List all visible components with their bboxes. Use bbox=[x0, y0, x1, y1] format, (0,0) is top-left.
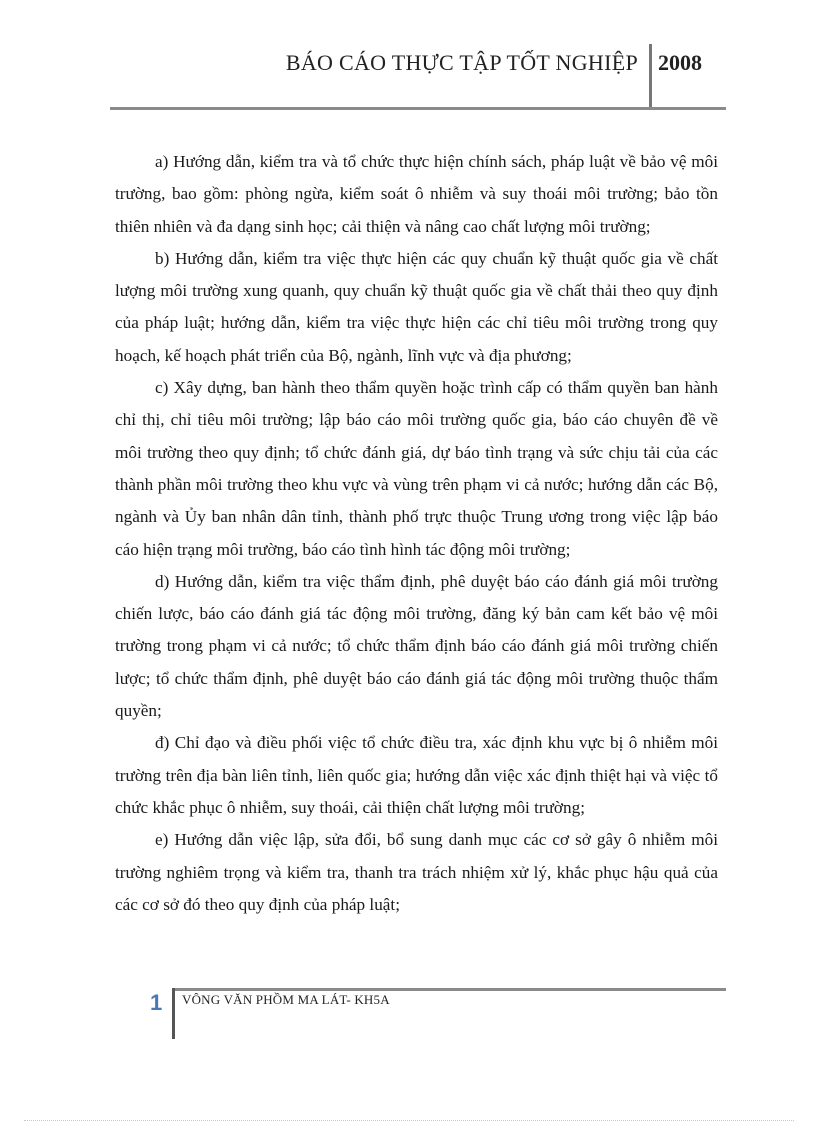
header-divider-vertical bbox=[649, 44, 652, 108]
footer-rule bbox=[172, 988, 726, 991]
paragraph-d: d) Hướng dẫn, kiểm tra việc thẩm định, phê duyệt báo cáo đánh giá môi trường chiến lược, báo cáo đánh giá tác động môi trường, đăng ký bản cam kết bảo vệ môi trường trong phạm vi cả nước; tổ chức thẩm định báo cáo đánh giá môi trường chiến lược; tổ chức thẩm định, phê duyệt báo cáo đánh giá tác động môi trường thuộc thẩm quyền; bbox=[115, 571, 718, 721]
report-year: 2008 bbox=[658, 50, 702, 75]
header-rule bbox=[110, 107, 726, 110]
paragraph-c: c) Xây dựng, ban hành theo thẩm quyền hoặc trình cấp có thẩm quyền ban hành chỉ thị, chỉ tiêu môi trường; lập báo cáo môi trường quốc gia, báo cáo chuyên đề về môi trường theo quy định; tổ chức đánh giá, dự báo tình trạng và sức chịu tải của các thành phần môi trường theo khu vực và vùng trên phạm vi cả nước; hướng dẫn các Bộ, ngành và Ủy ban nhân dân tỉnh, thành phố trực thuộc Trung ương trong việc lập báo cáo hiện trạng môi trường, báo cáo tình hình tác động môi trường; bbox=[115, 378, 718, 559]
footer-divider-vertical bbox=[172, 988, 175, 1039]
paragraph-b: b) Hướng dẫn, kiểm tra việc thực hiện các quy chuẩn kỹ thuật quốc gia về chất lượng môi trường xung quanh, quy chuẩn kỹ thuật quốc gia về chất thải theo quy định của pháp luật; hướng dẫn, kiểm tra việc thực hiện các chỉ tiêu môi trường trong quy hoạch, kế hoạch phát triển của Bộ, ngành, lĩnh vực và địa phương; bbox=[115, 248, 718, 365]
author-name: VÔNG VĂN PHỒM MA LÁT- KH5A bbox=[182, 992, 390, 1007]
paragraph-a: a) Hướng dẫn, kiểm tra và tổ chức thực hiện chính sách, pháp luật về bảo vệ môi trường, bao gồm: phòng ngừa, kiểm soát ô nhiễm và suy thoái môi trường; bảo tồn thiên nhiên và đa dạng sinh học; cải thiện và nâng cao chất lượng môi trường; bbox=[115, 152, 718, 236]
page-number: 1 bbox=[150, 990, 163, 1015]
document-body bbox=[115, 146, 718, 921]
report-title: BÁO CÁO THỰC TẬP TỐT NGHIỆP bbox=[285, 50, 638, 75]
page-edge-divider bbox=[24, 1120, 794, 1121]
paragraph-dd: đ) Chỉ đạo và điều phối việc tổ chức điều tra, xác định khu vực bị ô nhiễm môi trường trên địa bàn liên tỉnh, liên quốc gia; hướng dẫn việc xác định thiệt hại và việc tổ chức khắc phục ô nhiễm, suy thoái, cải thiện chất lượng môi trường; bbox=[115, 733, 718, 817]
paragraph-e: e) Hướng dẫn việc lập, sửa đổi, bổ sung danh mục các cơ sở gây ô nhiễm môi trường nghiêm trọng và kiểm tra, thanh tra trách nhiệm xử lý, khắc phục hậu quả của các cơ sở đó theo quy định của pháp luật; bbox=[115, 830, 718, 914]
